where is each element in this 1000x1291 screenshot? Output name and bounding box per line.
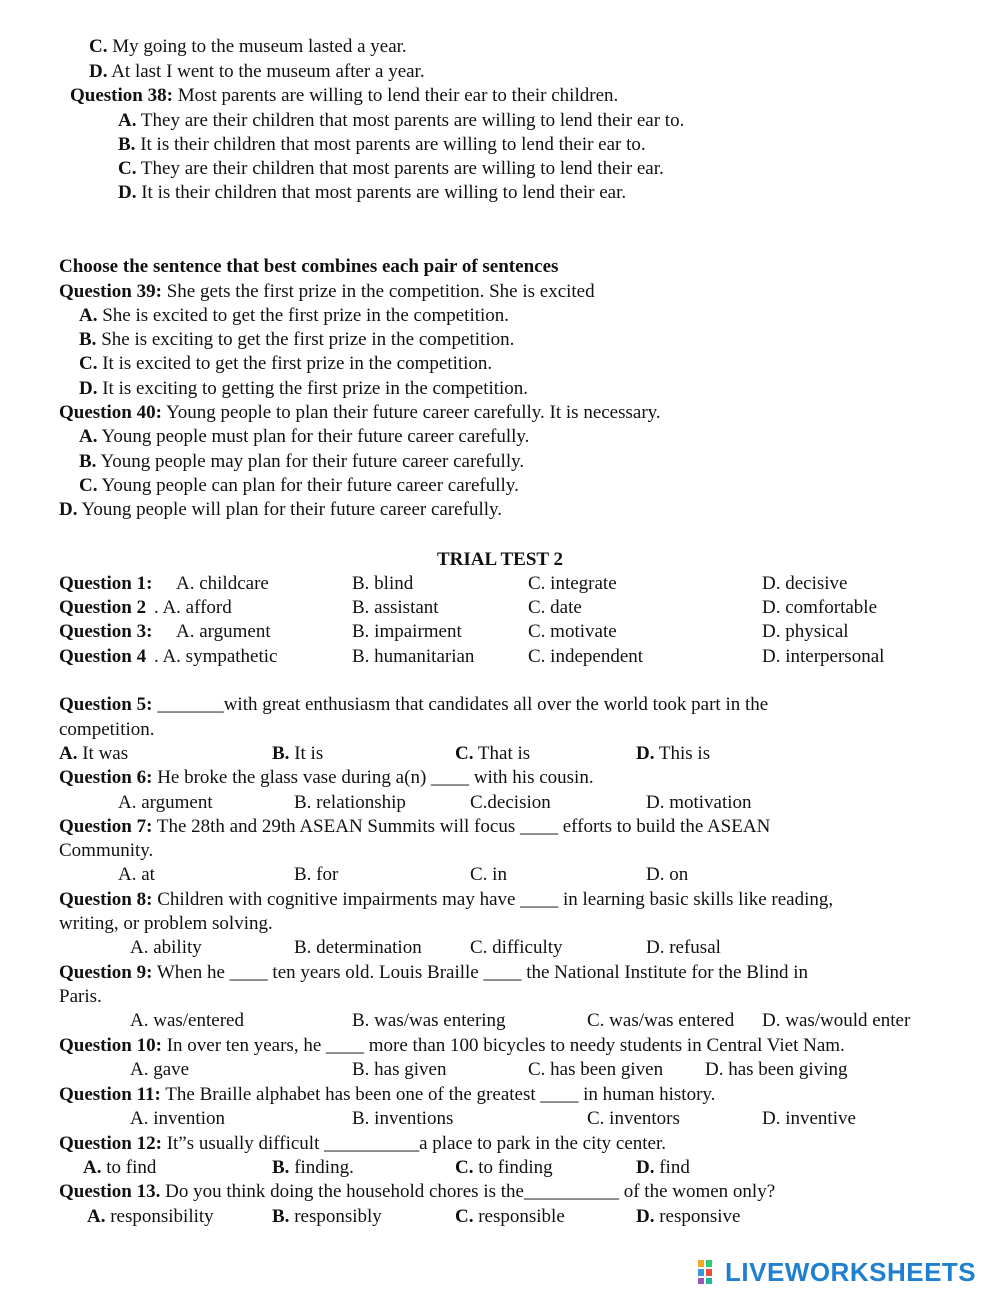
t2-option-d: D. comfortable [762,597,878,618]
t4-option-a: . A. sympathetic [154,646,278,667]
q38-option-d: D. It is their children that most parents are willing to lend their ear. [118,182,627,203]
t4-option-d: D. interpersonal [762,646,885,667]
q40-stem: Question 40: Young people to plan their future career carefully. It is necessary. [59,402,661,423]
t3-option-d: D. physical [762,621,849,642]
t1-option-d: D. decisive [762,573,848,594]
t10-option-b: B. has given [352,1059,447,1080]
t8-option-d: D. refusal [646,937,721,958]
section-heading: Choose the sentence that best combines each pair of sentences [59,256,559,277]
t6-option-a: A. argument [118,792,213,813]
t1-option-c: C. integrate [528,573,617,594]
t13-option-c: C. responsible [455,1206,565,1227]
t4-option-c: C. independent [528,646,644,667]
t6-stem: Question 6: He broke the glass vase during a(n) ____ with his cousin. [59,767,594,788]
t10-option-c: C. has been given [528,1059,664,1080]
q40-option-d: D. Young people will plan for their future career carefully. [59,499,503,520]
t5-stem: Question 5: _______with great enthusiasm that candidates all over the world took part in the [59,694,769,715]
q40-option-b: B. Young people may plan for their future career carefully. [79,451,525,472]
q39-option-c: C. It is excited to get the first prize in the competition. [79,353,493,374]
t8-option-a: A. ability [130,937,202,958]
q39-option-b: B. She is exciting to get the first prize in the competition. [79,329,515,350]
t7-stem-cont: Community. [59,840,154,861]
t12-option-c: C. to finding [455,1157,553,1178]
t1-option-b: B. blind [352,573,414,594]
t2-label: Question 2 [59,597,147,618]
q38-stem: Question 38: Most parents are willing to lend their ear to their children. [70,85,619,106]
t10-stem: Question 10: In over ten years, he ____ more than 100 bicycles to needy students in Central Viet Nam. [59,1035,845,1056]
t13-option-a: A. responsibility [87,1206,214,1227]
t13-stem: Question 13. Do you think doing the household chores is the__________ of the women only? [59,1181,776,1202]
t12-option-d: D. find [636,1157,690,1178]
q37-option-d: D. At last I went to the museum after a year. [89,61,425,82]
t5-option-c: C. That is [455,743,531,764]
t5-option-a: A. It was [59,743,129,764]
t6-option-d: D. motivation [646,792,752,813]
q40-option-c: C. Young people can plan for their future career carefully. [79,475,519,496]
t8-option-b: B. determination [294,937,422,958]
liveworksheets-logo-icon [697,1259,721,1285]
liveworksheets-logo-text: LIVEWORKSHEETS [725,1256,977,1287]
t7-option-d: D. on [646,864,689,885]
t3-option-c: C. motivate [528,621,617,642]
q39-option-d: D. It is exciting to getting the first prize in the competition. [79,378,529,399]
t1-option-a: A. childcare [176,573,269,594]
t12-option-a: A. to find [83,1157,157,1178]
q38-option-b: B. It is their children that most parents are willing to lend their ear to. [118,134,646,155]
t6-option-b: B. relationship [294,792,406,813]
q38-option-a: A. They are their children that most parents are willing to lend their ear to. [118,110,685,131]
t13-option-b: B. responsibly [272,1206,382,1227]
q40-option-a: A. Young people must plan for their future career carefully. [79,426,530,447]
q39-stem: Question 39: She gets the first prize in the competition. She is excited [59,281,595,302]
q37-option-c: C. My going to the museum lasted a year. [89,36,407,57]
t9-option-c: C. was/was entered [587,1010,735,1031]
t9-option-a: A. was/entered [130,1010,244,1031]
t11-option-b: B. inventions [352,1108,454,1129]
t5-option-b: B. It is [272,743,324,764]
t4-label: Question 4 [59,646,147,667]
t9-stem-cont: Paris. [59,986,102,1007]
t4-option-b: B. humanitarian [352,646,475,667]
t11-option-d: D. inventive [762,1108,856,1129]
t1-label: Question 1: [59,573,153,594]
t8-stem: Question 8: Children with cognitive impairments may have ____ in learning basic skills like reading, [59,889,834,910]
t5-stem-cont: competition. [59,719,155,740]
t11-stem: Question 11: The Braille alphabet has been one of the greatest ____ in human history. [59,1084,716,1105]
t8-stem-cont: writing, or problem solving. [59,913,273,934]
liveworksheets-logo [697,1257,976,1287]
t8-option-c: C. difficulty [470,937,563,958]
t7-option-a: A. at [118,864,155,885]
t7-option-c: C. in [470,864,507,885]
t11-option-a: A. invention [130,1108,225,1129]
t11-option-c: C. inventors [587,1108,680,1129]
t2-option-b: B. assistant [352,597,439,618]
t3-label: Question 3: [59,621,153,642]
t6-option-c: C.decision [470,792,551,813]
t9-option-b: B. was/was entering [352,1010,506,1031]
t9-option-d: D. was/would enter [762,1010,911,1031]
t2-option-c: C. date [528,597,582,618]
trial-test-title: TRIAL TEST 2 [436,549,564,570]
q38-option-c: C. They are their children that most parents are willing to lend their ear. [118,158,664,179]
t10-option-d: D. has been giving [705,1059,848,1080]
t2-option-a: . A. afford [154,597,232,618]
t9-stem: Question 9: When he ____ ten years old. Louis Braille ____ the National Institute for the Blind in [59,962,808,983]
q39-option-a: A. She is excited to get the first prize in the competition. [79,305,510,326]
t13-option-d: D. responsive [636,1206,741,1227]
t3-option-a: A. argument [176,621,271,642]
t12-stem: Question 12: It”s usually difficult __________a place to park in the city center. [59,1133,667,1154]
t10-option-a: A. gave [130,1059,190,1080]
t5-option-d: D. This is [636,743,711,764]
t7-stem: Question 7: The 28th and 29th ASEAN Summits will focus ____ efforts to build the ASEAN [59,816,771,837]
t3-option-b: B. impairment [352,621,462,642]
t7-option-b: B. for [294,864,339,885]
t12-option-b: B. finding. [272,1157,354,1178]
